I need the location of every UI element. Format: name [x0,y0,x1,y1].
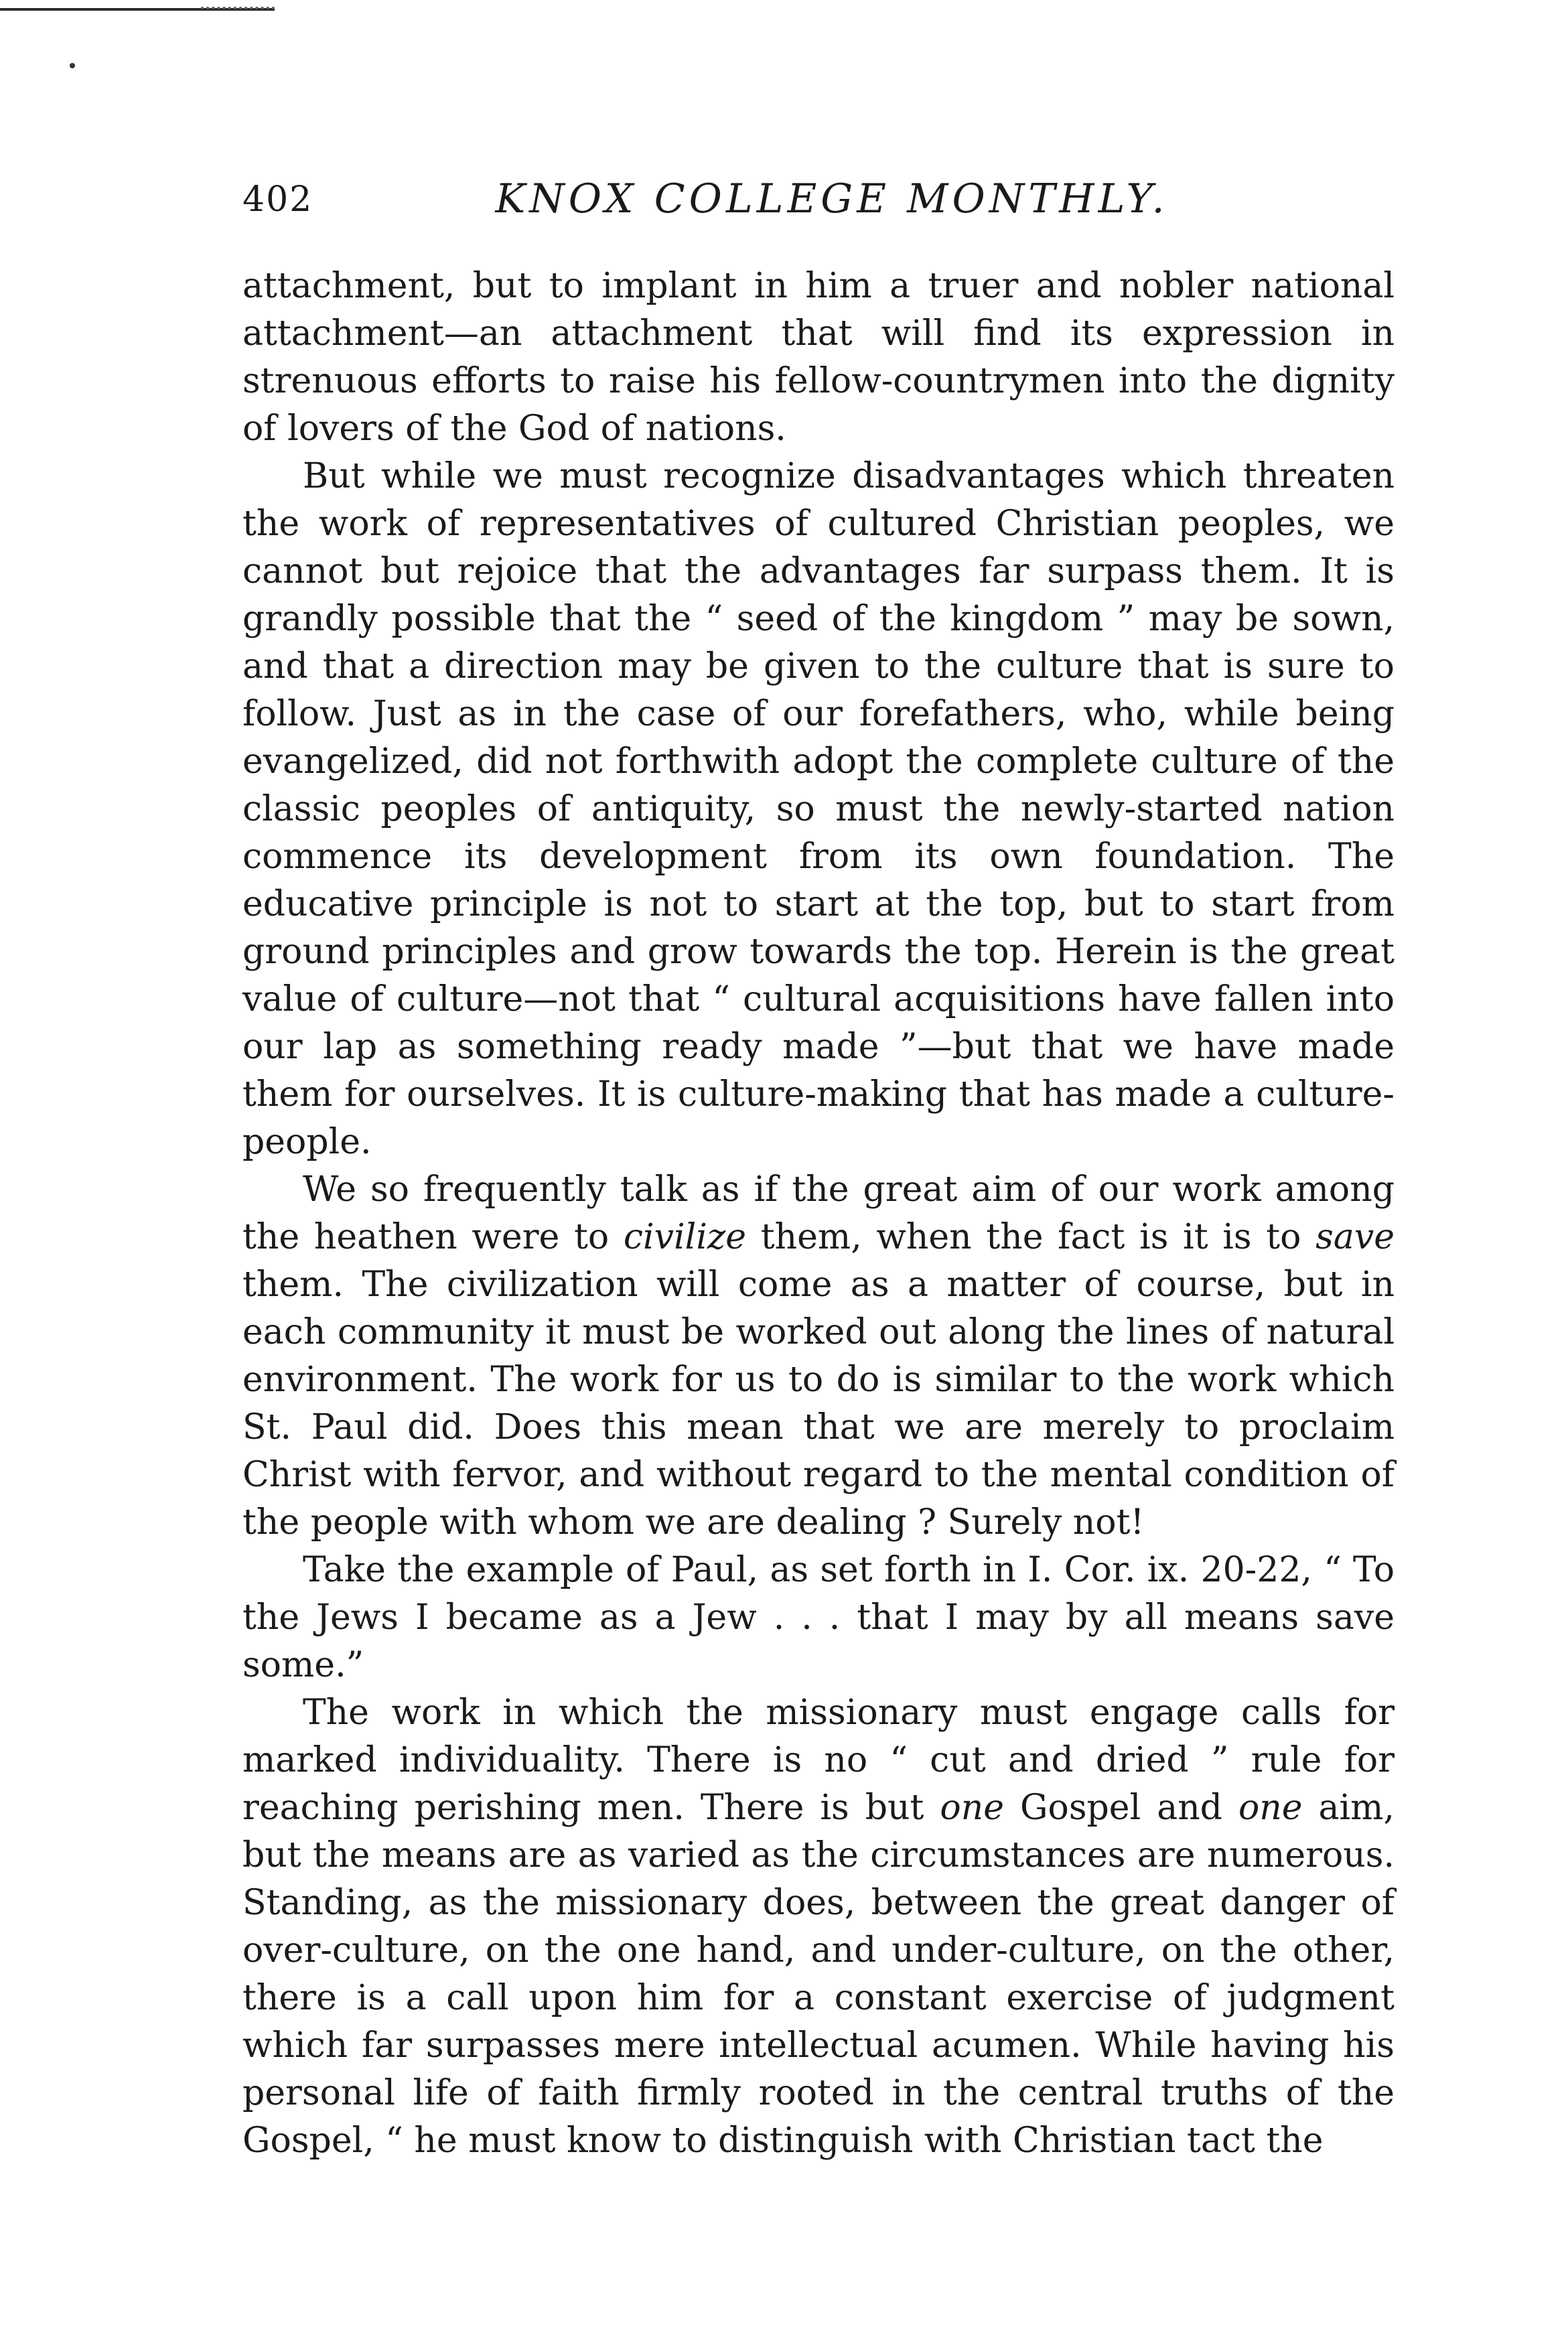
italic-text: one [1238,1788,1303,1828]
text-run: them, when the fact is it is to [746,1217,1316,1257]
italic-text: save [1315,1217,1395,1257]
text-run: attachment, but to implant in him a truer and nobler national attachment—an attachment that will find its expression in strenuous efforts to raise his fellow-countrymen into the dignity of lovers of the God of nations. [242,266,1395,449]
text-run: them. The civilization will come as a matter of course, but in each community it must be worked out along the lines of natural environment. The work for us to do is similar to the work which St. Paul did. Does this mean that we are merely to proclaim Christ with fervor, and without regard to the mental condition of the people with whom we are dealing ? Surely not! [242,1265,1395,1543]
running-head [242,175,1395,229]
italic-text: civilize [623,1217,747,1257]
paragraph [242,1166,1395,1547]
text-run: We so frequently talk as if the great aim of our work among the heathen were to [242,1169,1395,1257]
text-run: Gospel and [1003,1788,1238,1828]
journal-title: KNOX COLLEGE MONTHLY. [495,175,1169,222]
text-run: The work in which the missionary must engage calls for marked individuality. There is no “ cut and dried ” rule for reaching perishing men. There is but [242,1693,1395,1828]
page-number: 402 [242,180,313,220]
text-run: aim, but the means are as varied as the circumstances are numerous. Standing, as the missionary does, between the great danger of over-culture, on the one hand, and under-culture, on the other, there is a call upon him for a constant exercise of judgment which far surpasses mere intellectual acumen. While having his personal life of faith firmly rooted in the central truths of the Gospel, “ he must know to distinguish with Christian tact the [242,1788,1395,2161]
top-edge-rule-fade [201,7,275,9]
text-run: But while we must recognize disadvantages which threaten the work of representatives of cultured Christian peoples, we cannot but rejoice that the advantages far surpass them. It is grandly possible that the “ seed of the kingdom ” may be sown, and that a direction may be given to the culture that is sure to follow. Just as in the case of our forefathers, who, while being evangelized, did not forthwith adopt the complete culture of the classic peoples of antiquity, so must the newly-started nation commence its development from its own foundation. The educative principle is not to start at the top, but to start from ground principles and grow towards the top. Herein is the great value of culture—not that “ cultural acquisitions have fallen into our lap as something ready made ”—but that we have made them for ourselves. It is culture-making that has made a culture-people. [242,456,1395,1162]
paragraph [242,453,1395,1166]
italic-text: one [940,1788,1004,1828]
print-speck [70,63,75,68]
paragraph [242,1547,1395,1689]
article-body [242,263,1395,2165]
paragraph [242,1689,1395,2165]
text-run: Take the example of Paul, as set forth in I. Cor. ix. 20-22, “ To the Jews I became as a Jew . . . that I may by all means save some.” [242,1550,1395,1685]
paragraph [242,263,1395,453]
